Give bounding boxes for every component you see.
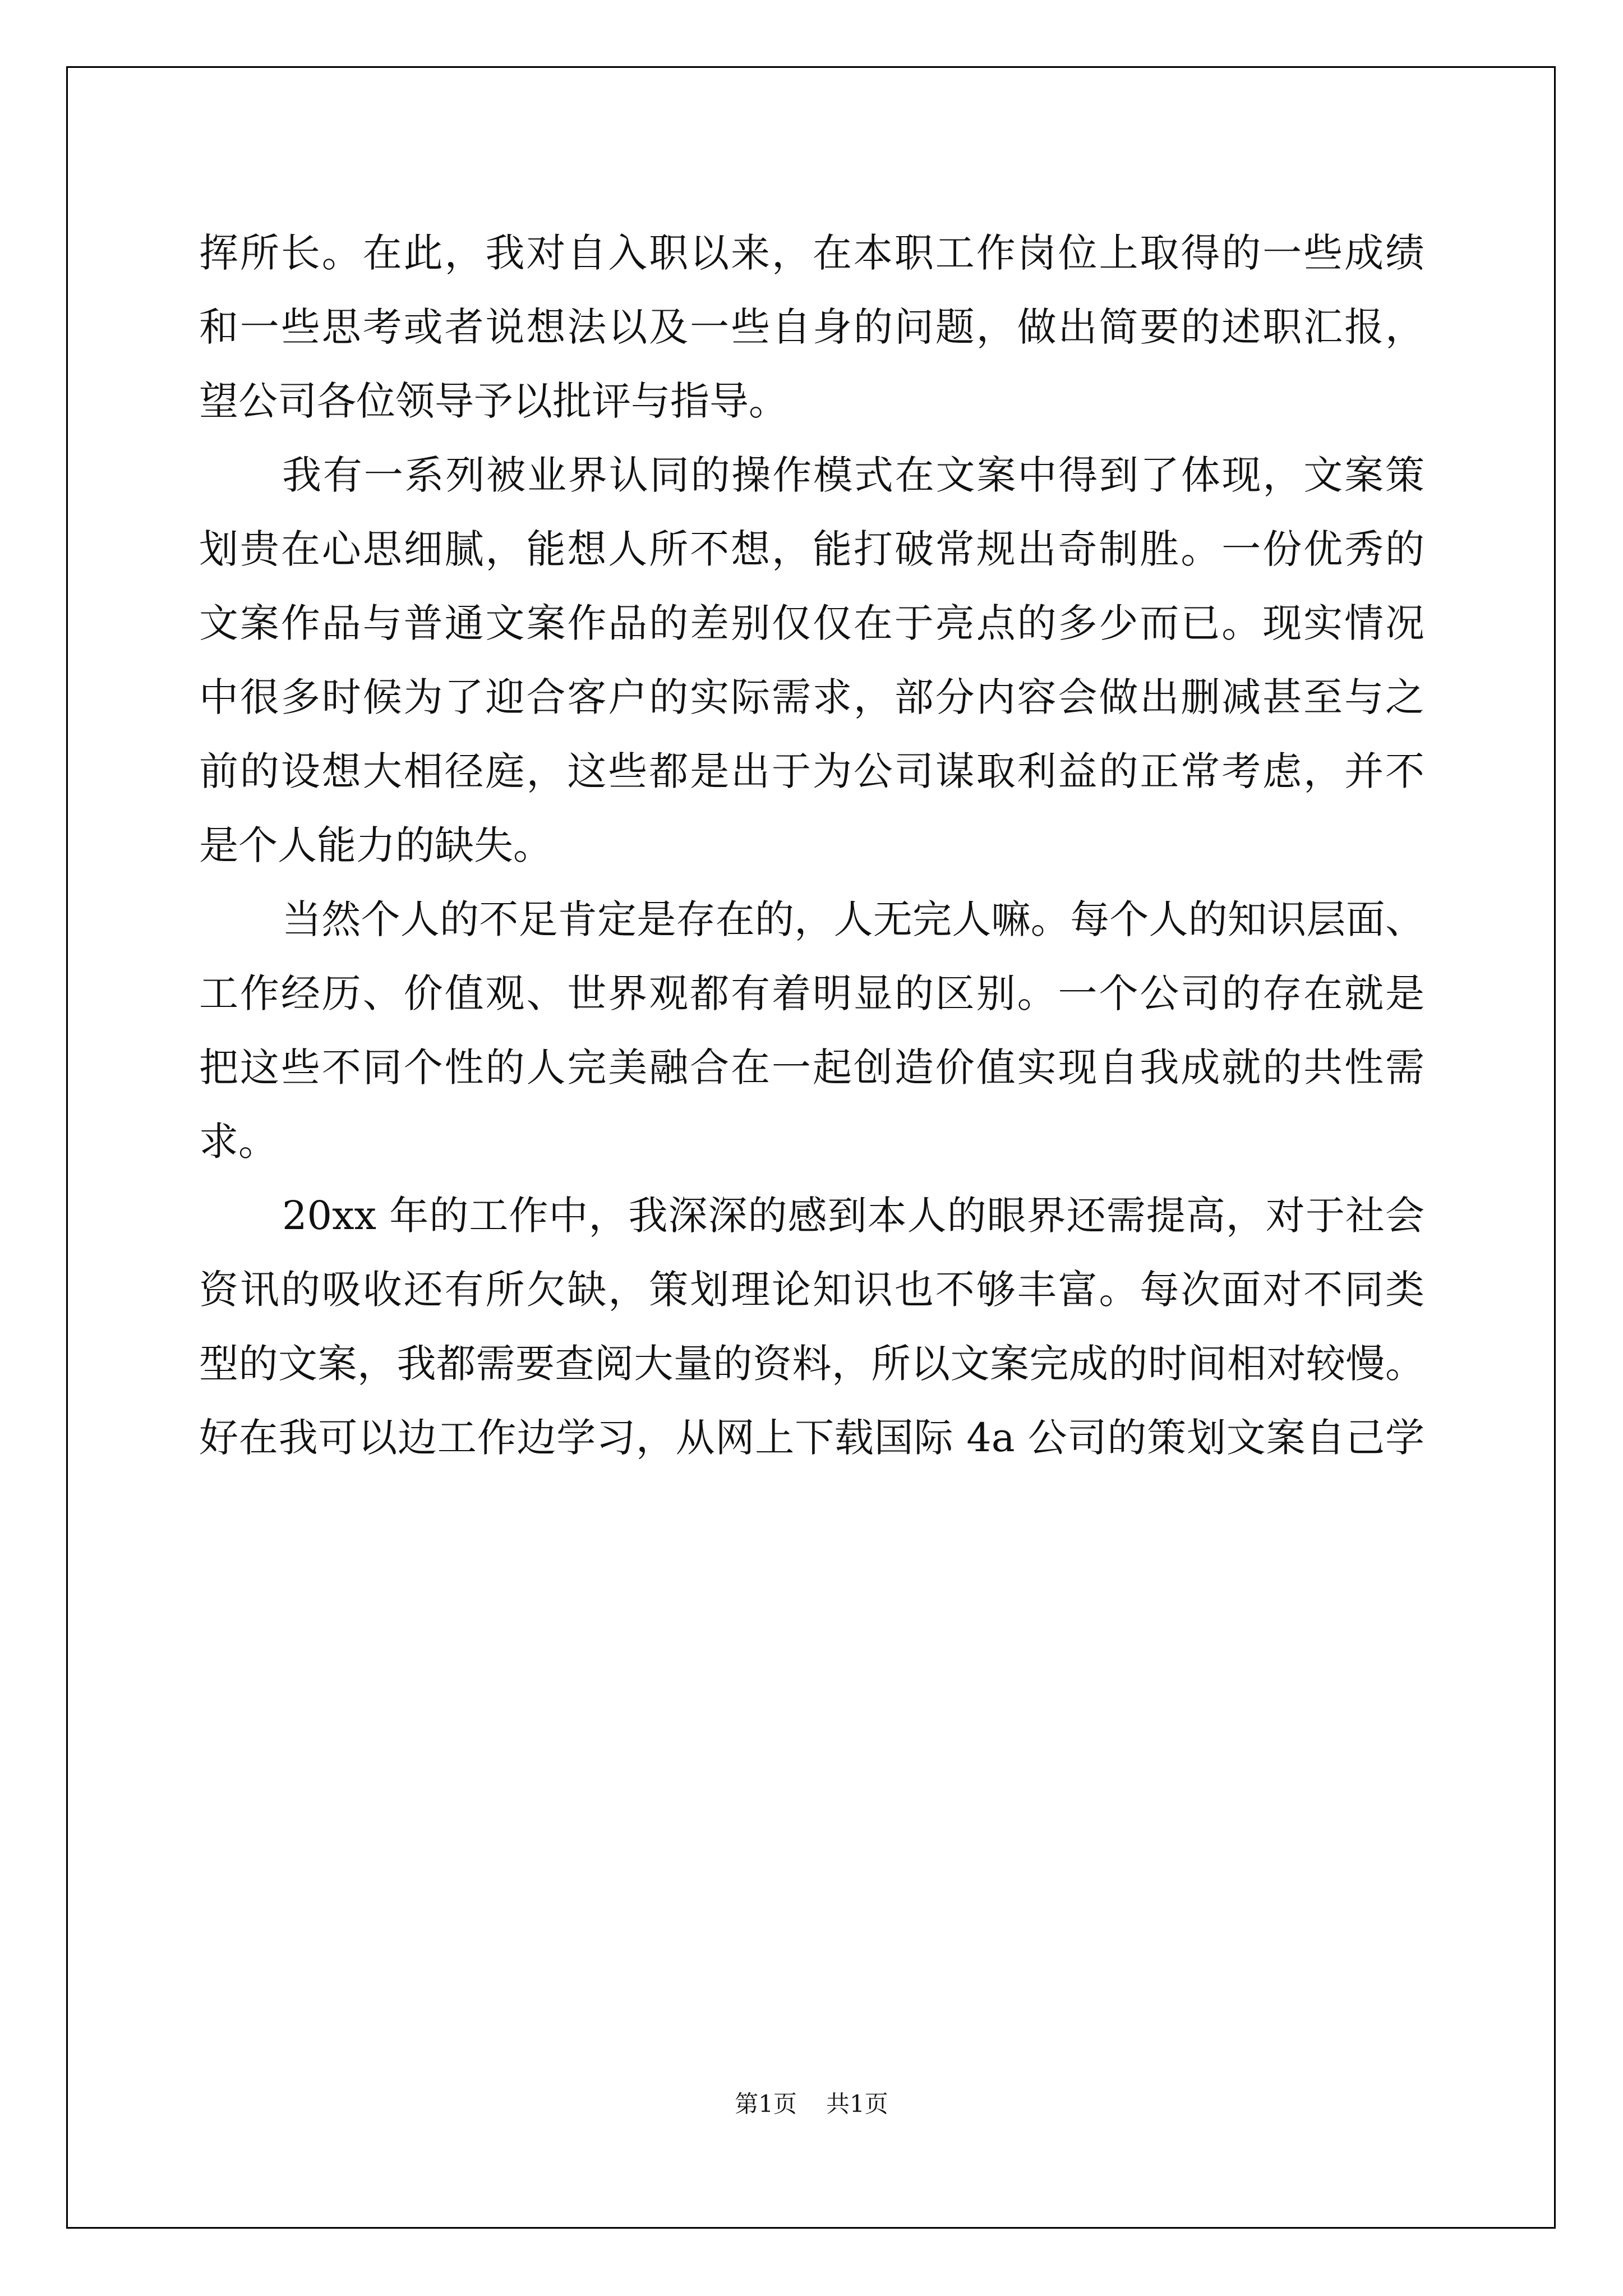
page-footer xyxy=(0,2086,1623,2119)
text-line: 把这些不同个性的人完美融合在一起创造价值实现自我成就的共性需 xyxy=(199,1045,1424,1091)
text-line: 中很多时候为了迎合客户的实际需求，部分内容会做出删减甚至与之 xyxy=(199,674,1424,720)
text-line: 划贵在心思细腻，能想人所不想，能打破常规出奇制胜。一份优秀的 xyxy=(199,526,1424,572)
text-line: 和一些思考或者说想法以及一些自身的问题，做出简要的述职汇报， xyxy=(199,304,1424,350)
text-line: 是个人能力的缺失。 xyxy=(199,822,552,868)
text-line: 好在我可以边工作边学习，从网上下载国际 4a 公司的策划文案自己学 xyxy=(199,1415,1424,1461)
text-line: 望公司各位领导予以批评与指导。 xyxy=(199,378,788,424)
text-line: 求。 xyxy=(199,1119,278,1165)
paragraph-first-line: 当然个人的不足肯定是存在的，人无完人嘛。每个人的知识层面、 xyxy=(282,896,1424,942)
text-line: 型的文案，我都需要查阅大量的资料，所以文案完成的时间相对较慢。 xyxy=(199,1341,1424,1387)
text-line: 文案作品与普通文案作品的差别仅仅在于亮点的多少而已。现实情况 xyxy=(199,600,1424,646)
document-body xyxy=(199,216,1424,1475)
page-number: 第1页 xyxy=(735,2090,797,2118)
text-line: 工作经历、价值观、世界观都有着明显的区别。一个公司的存在就是 xyxy=(199,970,1424,1016)
paragraph-first-line: 我有一系列被业界认同的操作模式在文案中得到了体现，文案策 xyxy=(282,452,1424,498)
text-line: 资讯的吸收还有所欠缺，策划理论知识也不够丰富。每次面对不同类 xyxy=(199,1267,1424,1313)
text-line: 前的设想大相径庭，这些都是出于为公司谋取利益的正常考虑，并不 xyxy=(199,748,1424,794)
text-line: 挥所长。在此，我对自入职以来，在本职工作岗位上取得的一些成绩 xyxy=(199,230,1424,276)
total-pages: 共1页 xyxy=(826,2090,888,2118)
paragraph-first-line: 20xx 年的工作中，我深深的感到本人的眼界还需提高，对于社会 xyxy=(282,1193,1424,1239)
